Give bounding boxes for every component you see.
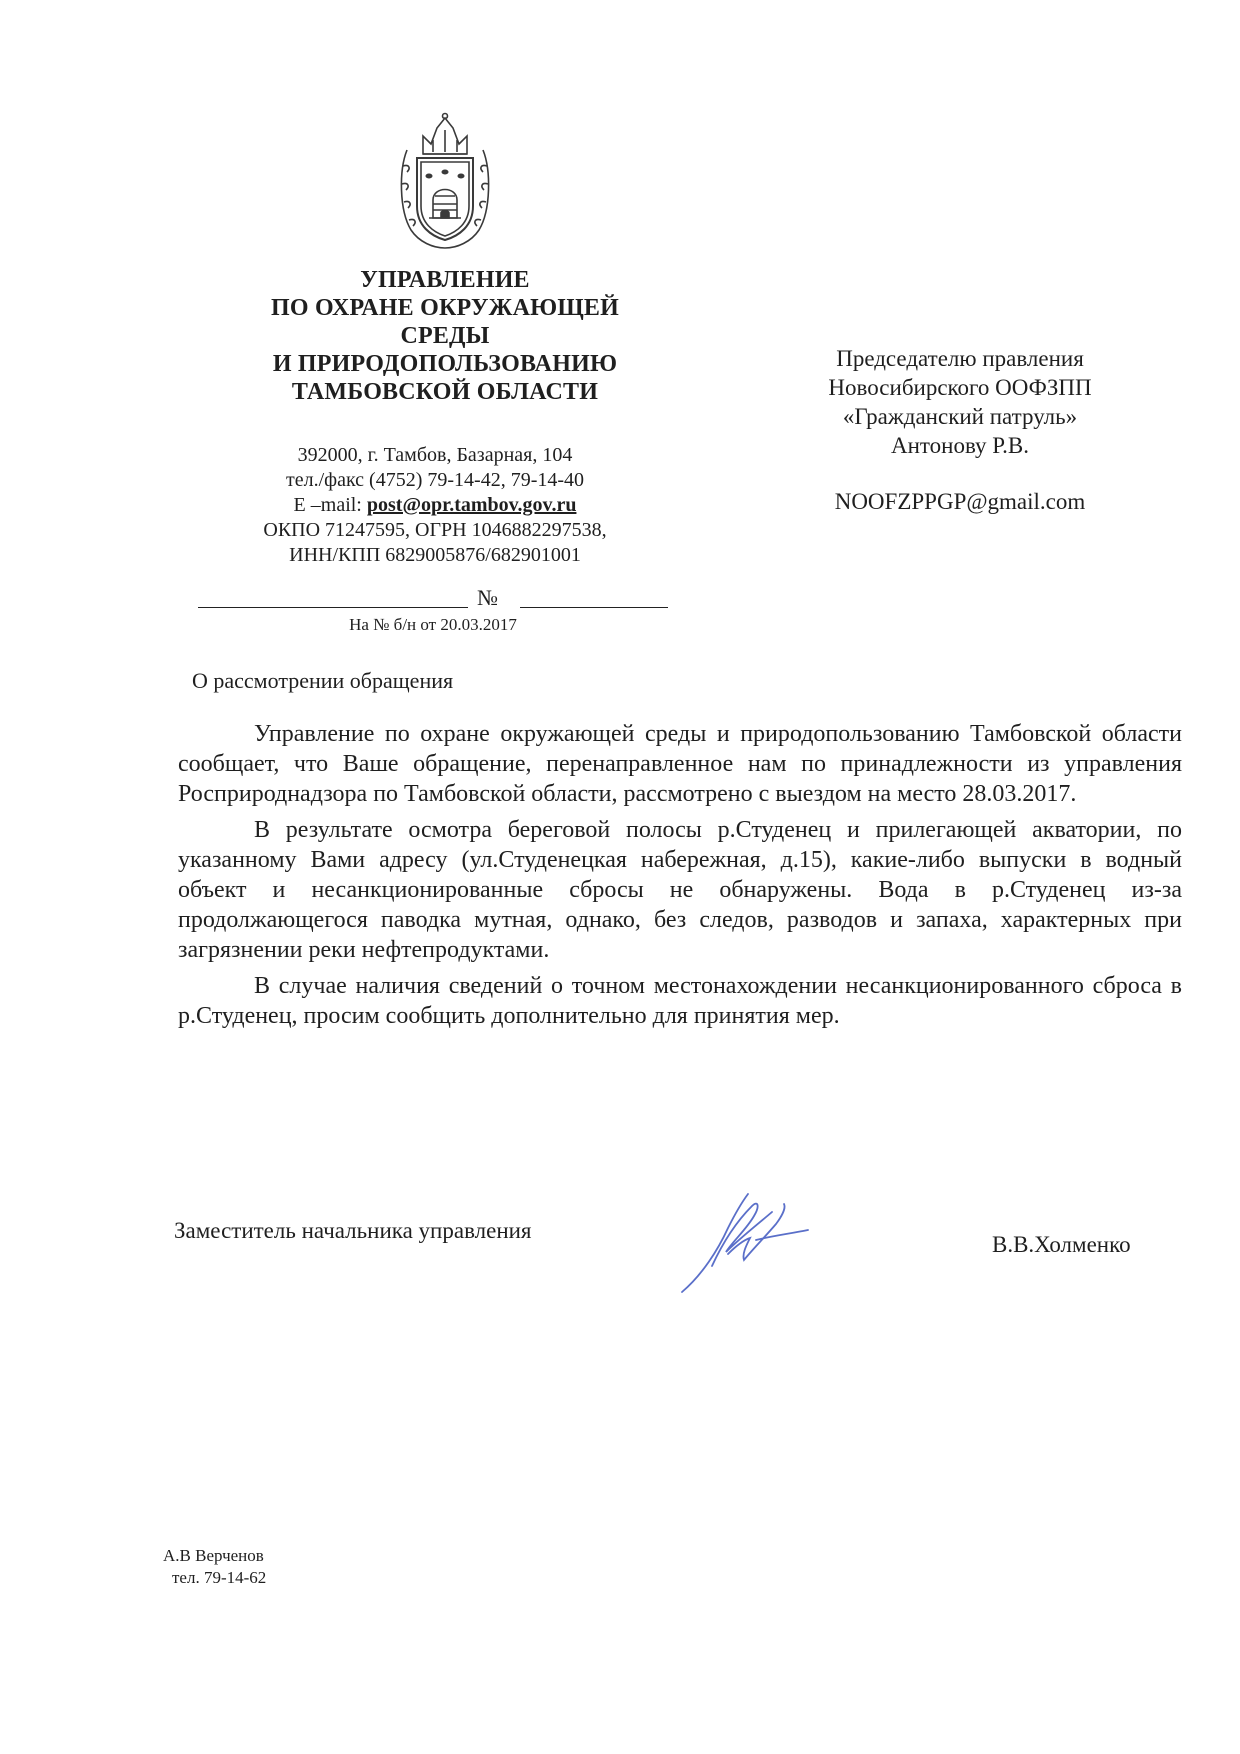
letter-subject: О рассмотрении обращения	[192, 668, 454, 693]
addressee-line: Антонову Р.В.	[890, 433, 1030, 458]
sender-okpo: ОКПО 71247595, ОГРН 1046882297538,	[263, 519, 607, 541]
sender-organization	[215, 266, 675, 406]
executor-name: А.В Верченов	[163, 1546, 264, 1565]
sender-contacts	[195, 443, 675, 568]
letter-body	[178, 719, 1182, 1037]
body-paragraph: Управление по охране окружающей среды и природопользованию Тамбовской области сообщает, что Ваше обращение, перенаправленное нам по принадлежности из управления Росприроднадзора по Тамбовской области, рассмотрено с выездом на место 28.03.2017.	[178, 721, 1182, 807]
signatory-name: В.В.Холменко	[992, 1232, 1131, 1257]
number-blank-line	[520, 607, 668, 608]
org-name-line: УПРАВЛЕНИЕ	[360, 267, 530, 293]
addressee-block	[770, 344, 1150, 516]
body-paragraph: В результате осмотра береговой полосы р.Студенец и прилегающей акватории, по указанному Вами адресу (ул.Студенецкая набережная, д.15), какие-либо выпуски в водный объект и несанкционированные сбросы не обнаружены. Вода в р.Студенец из-за продолжающегося паводка мутная, однако, без следов, разводов и запаха, характерных при загрязнении реки нефтепродуктами.	[178, 817, 1182, 963]
handwritten-signature	[672, 1180, 822, 1300]
sender-inn: ИНН/КПП 6829005876/682901001	[289, 544, 581, 566]
reference-number: На № б/н от 20.03.2017	[349, 615, 517, 634]
coat-of-arms-emblem	[393, 110, 497, 252]
addressee-line: Председателю правления	[836, 346, 1084, 371]
sender-email-line	[195, 493, 675, 518]
org-name-line: ПО ОХРАНЕ ОКРУЖАЮЩЕЙ	[271, 295, 619, 321]
org-name-line: СРЕДЫ	[400, 323, 490, 349]
sender-email-link[interactable]: post@opr.tambov.gov.ru	[366, 494, 577, 516]
date-blank-line	[198, 607, 468, 608]
signature-icon	[672, 1180, 822, 1300]
sender-phone: тел./факс (4752) 79-14-42, 79-14-40	[285, 469, 585, 491]
number-sign: №	[477, 585, 498, 610]
org-name-line: И ПРИРОДОПОЛЬЗОВАНИЮ	[272, 351, 618, 377]
sender-email-label: E –mail:	[293, 494, 367, 516]
body-paragraph: В случае наличия сведений о точном местонахождении несанкционированного сброса в р.Студенец, просим сообщить дополнительно для принятия мер.	[178, 973, 1182, 1029]
addressee-email: NOOFZPPGP@gmail.com	[834, 489, 1086, 514]
executor-phone: тел. 79-14-62	[172, 1568, 267, 1587]
org-name-line: ТАМБОВСКОЙ ОБЛАСТИ	[291, 379, 599, 405]
addressee-line: Новосибирского ООФЗПП	[828, 375, 1092, 400]
coat-of-arms-icon	[393, 110, 497, 252]
signatory-position: Заместитель начальника управления	[174, 1218, 532, 1243]
addressee-line: «Гражданский патруль»	[842, 404, 1078, 429]
sender-address: 392000, г. Тамбов, Базарная, 104	[297, 444, 573, 466]
executor-block	[163, 1545, 266, 1589]
